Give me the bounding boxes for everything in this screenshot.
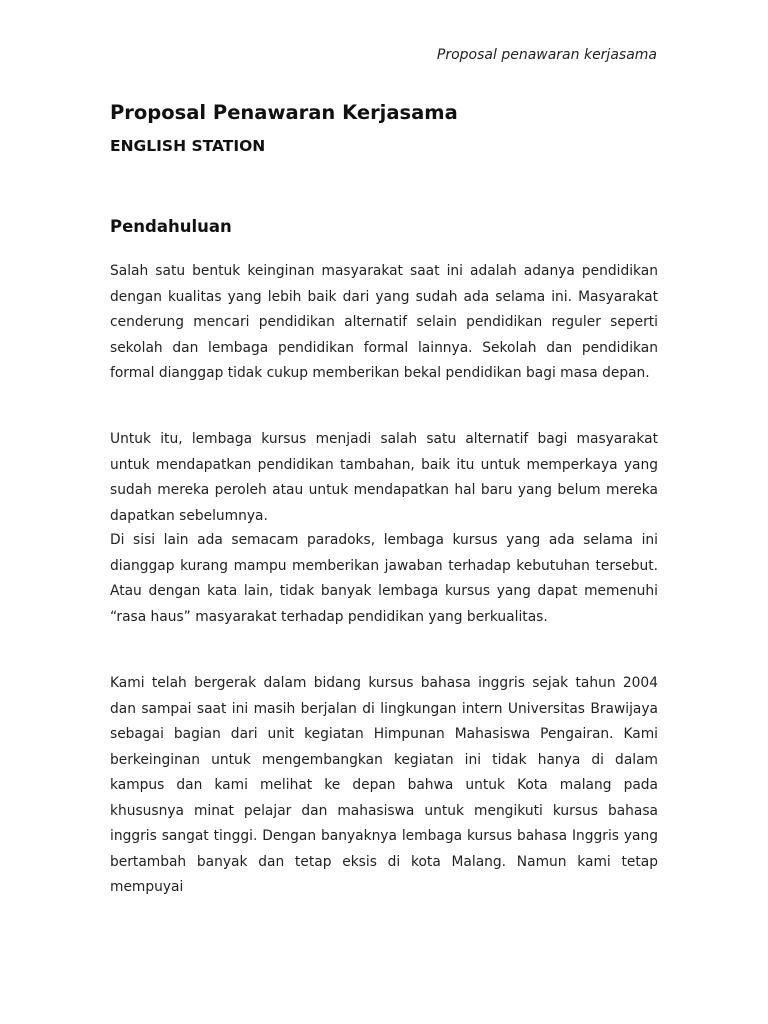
document-title: Proposal Penawaran Kerjasama: [110, 101, 458, 124]
paragraph-1: Salah satu bentuk keinginan masyarakat saat ini adalah adanya pendidikan dengan kualitas yang lebih baik dari yang sudah ada selama ini. Masyarakat cenderung mencari pendidikan alternatif selain pendidikan reguler seperti sekolah dan lembaga pendidikan formal lainnya. Sekolah dan pendidikan formal dianggap tidak cukup memberikan bekal pendidikan bagi masa depan.: [110, 263, 658, 381]
document-subtitle: ENGLISH STATION: [110, 137, 266, 155]
running-header: Proposal penawaran kerjasama: [436, 47, 657, 63]
paragraph-2: Untuk itu, lembaga kursus menjadi salah satu alternatif bagi masyarakat untuk mendapatkan pendidikan tambahan, baik itu untuk memperkaya yang sudah mereka peroleh atau untuk mendapatkan hal baru yang belum mereka dapatkan sebelumnya.: [110, 431, 658, 524]
paragraph-3: Di sisi lain ada semacam paradoks, lembaga kursus yang ada selama ini dianggap kurang mampu memberikan jawaban terhadap kebutuhan tersebut. Atau dengan kata lain, tidak banyak lembaga kursus yang dapat memenuhi “rasa haus” masyarakat terhadap pendidikan yang berkualitas.: [110, 532, 658, 625]
section-heading-pendahuluan: Pendahuluan: [110, 217, 232, 236]
paragraph-4: Kami telah bergerak dalam bidang kursus bahasa inggris sejak tahun 2004 dan sampai saat ini masih berjalan di lingkungan intern Universitas Brawijaya sebagai bagian dari unit kegiatan Himpunan Mahasiswa Pengairan. Kami berkeinginan untuk mengembangkan kegiatan ini tidak hanya di dalam kampus dan kami melihat ke depan bahwa untuk Kota malang pada khususnya minat pelajar dan mahasiswa untuk mengikuti kursus bahasa inggris sangat tinggi. Dengan banyaknya lembaga kursus bahasa Inggris yang bertambah banyak dan tetap eksis di kota Malang. Namun kami tetap mempuyai: [110, 675, 658, 895]
